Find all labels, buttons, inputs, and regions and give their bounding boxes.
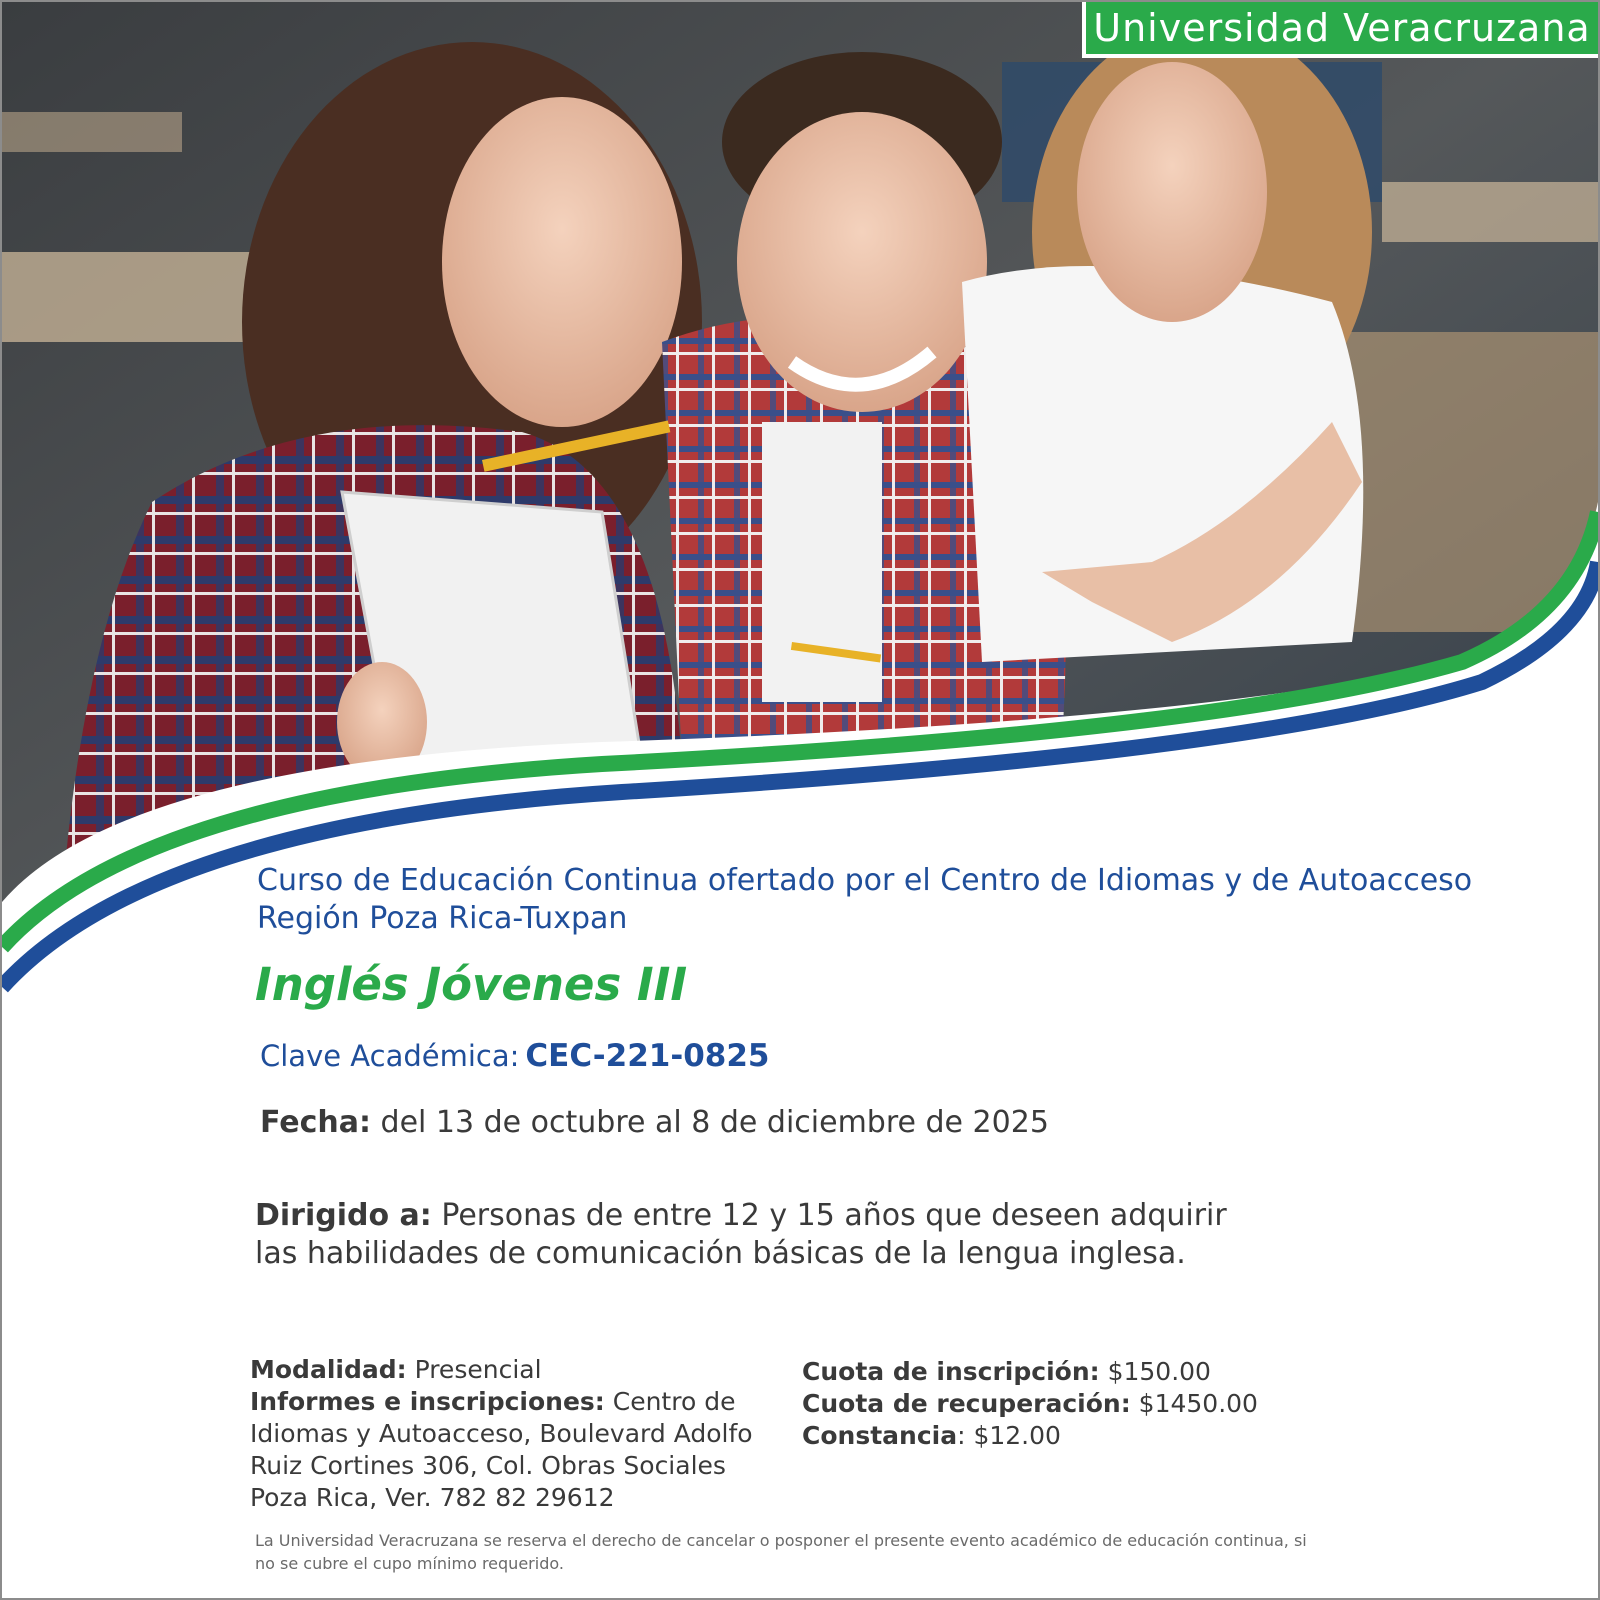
subtitle-line-2: Región Poza Rica-Tuxpan bbox=[257, 901, 628, 936]
target-audience bbox=[255, 1197, 1255, 1273]
academic-key bbox=[260, 1038, 770, 1074]
registration-line-1: Centro de bbox=[604, 1387, 736, 1416]
subtitle-line-1: Curso de Educación Continua ofertado por el Centro de Idiomas y de Autoacceso bbox=[257, 863, 1473, 898]
registration-line-3: Ruiz Cortines 306, Col. Obras Sociales bbox=[250, 1451, 726, 1480]
date-label: Fecha: bbox=[260, 1105, 372, 1140]
inscription-fee-value: $150.00 bbox=[1099, 1357, 1211, 1386]
academic-key-value: CEC-221-0825 bbox=[525, 1038, 770, 1074]
registration-line-4: Poza Rica, Ver. 782 82 29612 bbox=[250, 1483, 615, 1512]
recovery-fee-value: $1450.00 bbox=[1130, 1389, 1258, 1418]
registration-line-2: Idiomas y Autoacceso, Boulevard Adolfo bbox=[250, 1419, 753, 1448]
certificate-fee-label: Constancia bbox=[802, 1421, 958, 1450]
course-subtitle bbox=[257, 862, 1472, 938]
certificate-fee-row bbox=[802, 1420, 1362, 1452]
inscription-fee-label: Cuota de inscripción: bbox=[802, 1357, 1100, 1386]
course-title: Inglés Jóvenes III bbox=[255, 958, 688, 1011]
disclaimer: La Universidad Veracruzana se reserva el derecho de cancelar o posponer el presente evento académico de educación continua, si no se cubre el cupo mínimo requerido. bbox=[255, 1531, 1307, 1573]
course-date bbox=[260, 1105, 1049, 1140]
recovery-fee-label: Cuota de recuperación: bbox=[802, 1389, 1131, 1418]
academic-key-label: Clave Académica: bbox=[260, 1039, 520, 1073]
info-column bbox=[250, 1354, 753, 1514]
date-value: del 13 de octubre al 8 de diciembre de 2025 bbox=[371, 1105, 1049, 1140]
modality-label: Modalidad: bbox=[250, 1355, 407, 1384]
fees-column bbox=[802, 1356, 1362, 1452]
certificate-fee-value: : $12.00 bbox=[957, 1421, 1061, 1450]
audience-value: Personas de entre 12 y 15 años que deseen adquirir las habilidades de comunicación básicas de la lengua inglesa. bbox=[255, 1198, 1227, 1271]
flyer-content bbox=[2, 2, 1598, 1598]
modality-row bbox=[250, 1354, 750, 1386]
registration-label: Informes e inscripciones: bbox=[250, 1387, 605, 1416]
audience-label: Dirigido a: bbox=[255, 1198, 432, 1233]
inscription-fee-row bbox=[802, 1356, 1362, 1388]
modality-value: Presencial bbox=[406, 1355, 542, 1384]
recovery-fee-row bbox=[802, 1388, 1362, 1420]
registration-row bbox=[250, 1386, 750, 1418]
university-brand: Universidad Veracruzana bbox=[1082, 2, 1598, 58]
